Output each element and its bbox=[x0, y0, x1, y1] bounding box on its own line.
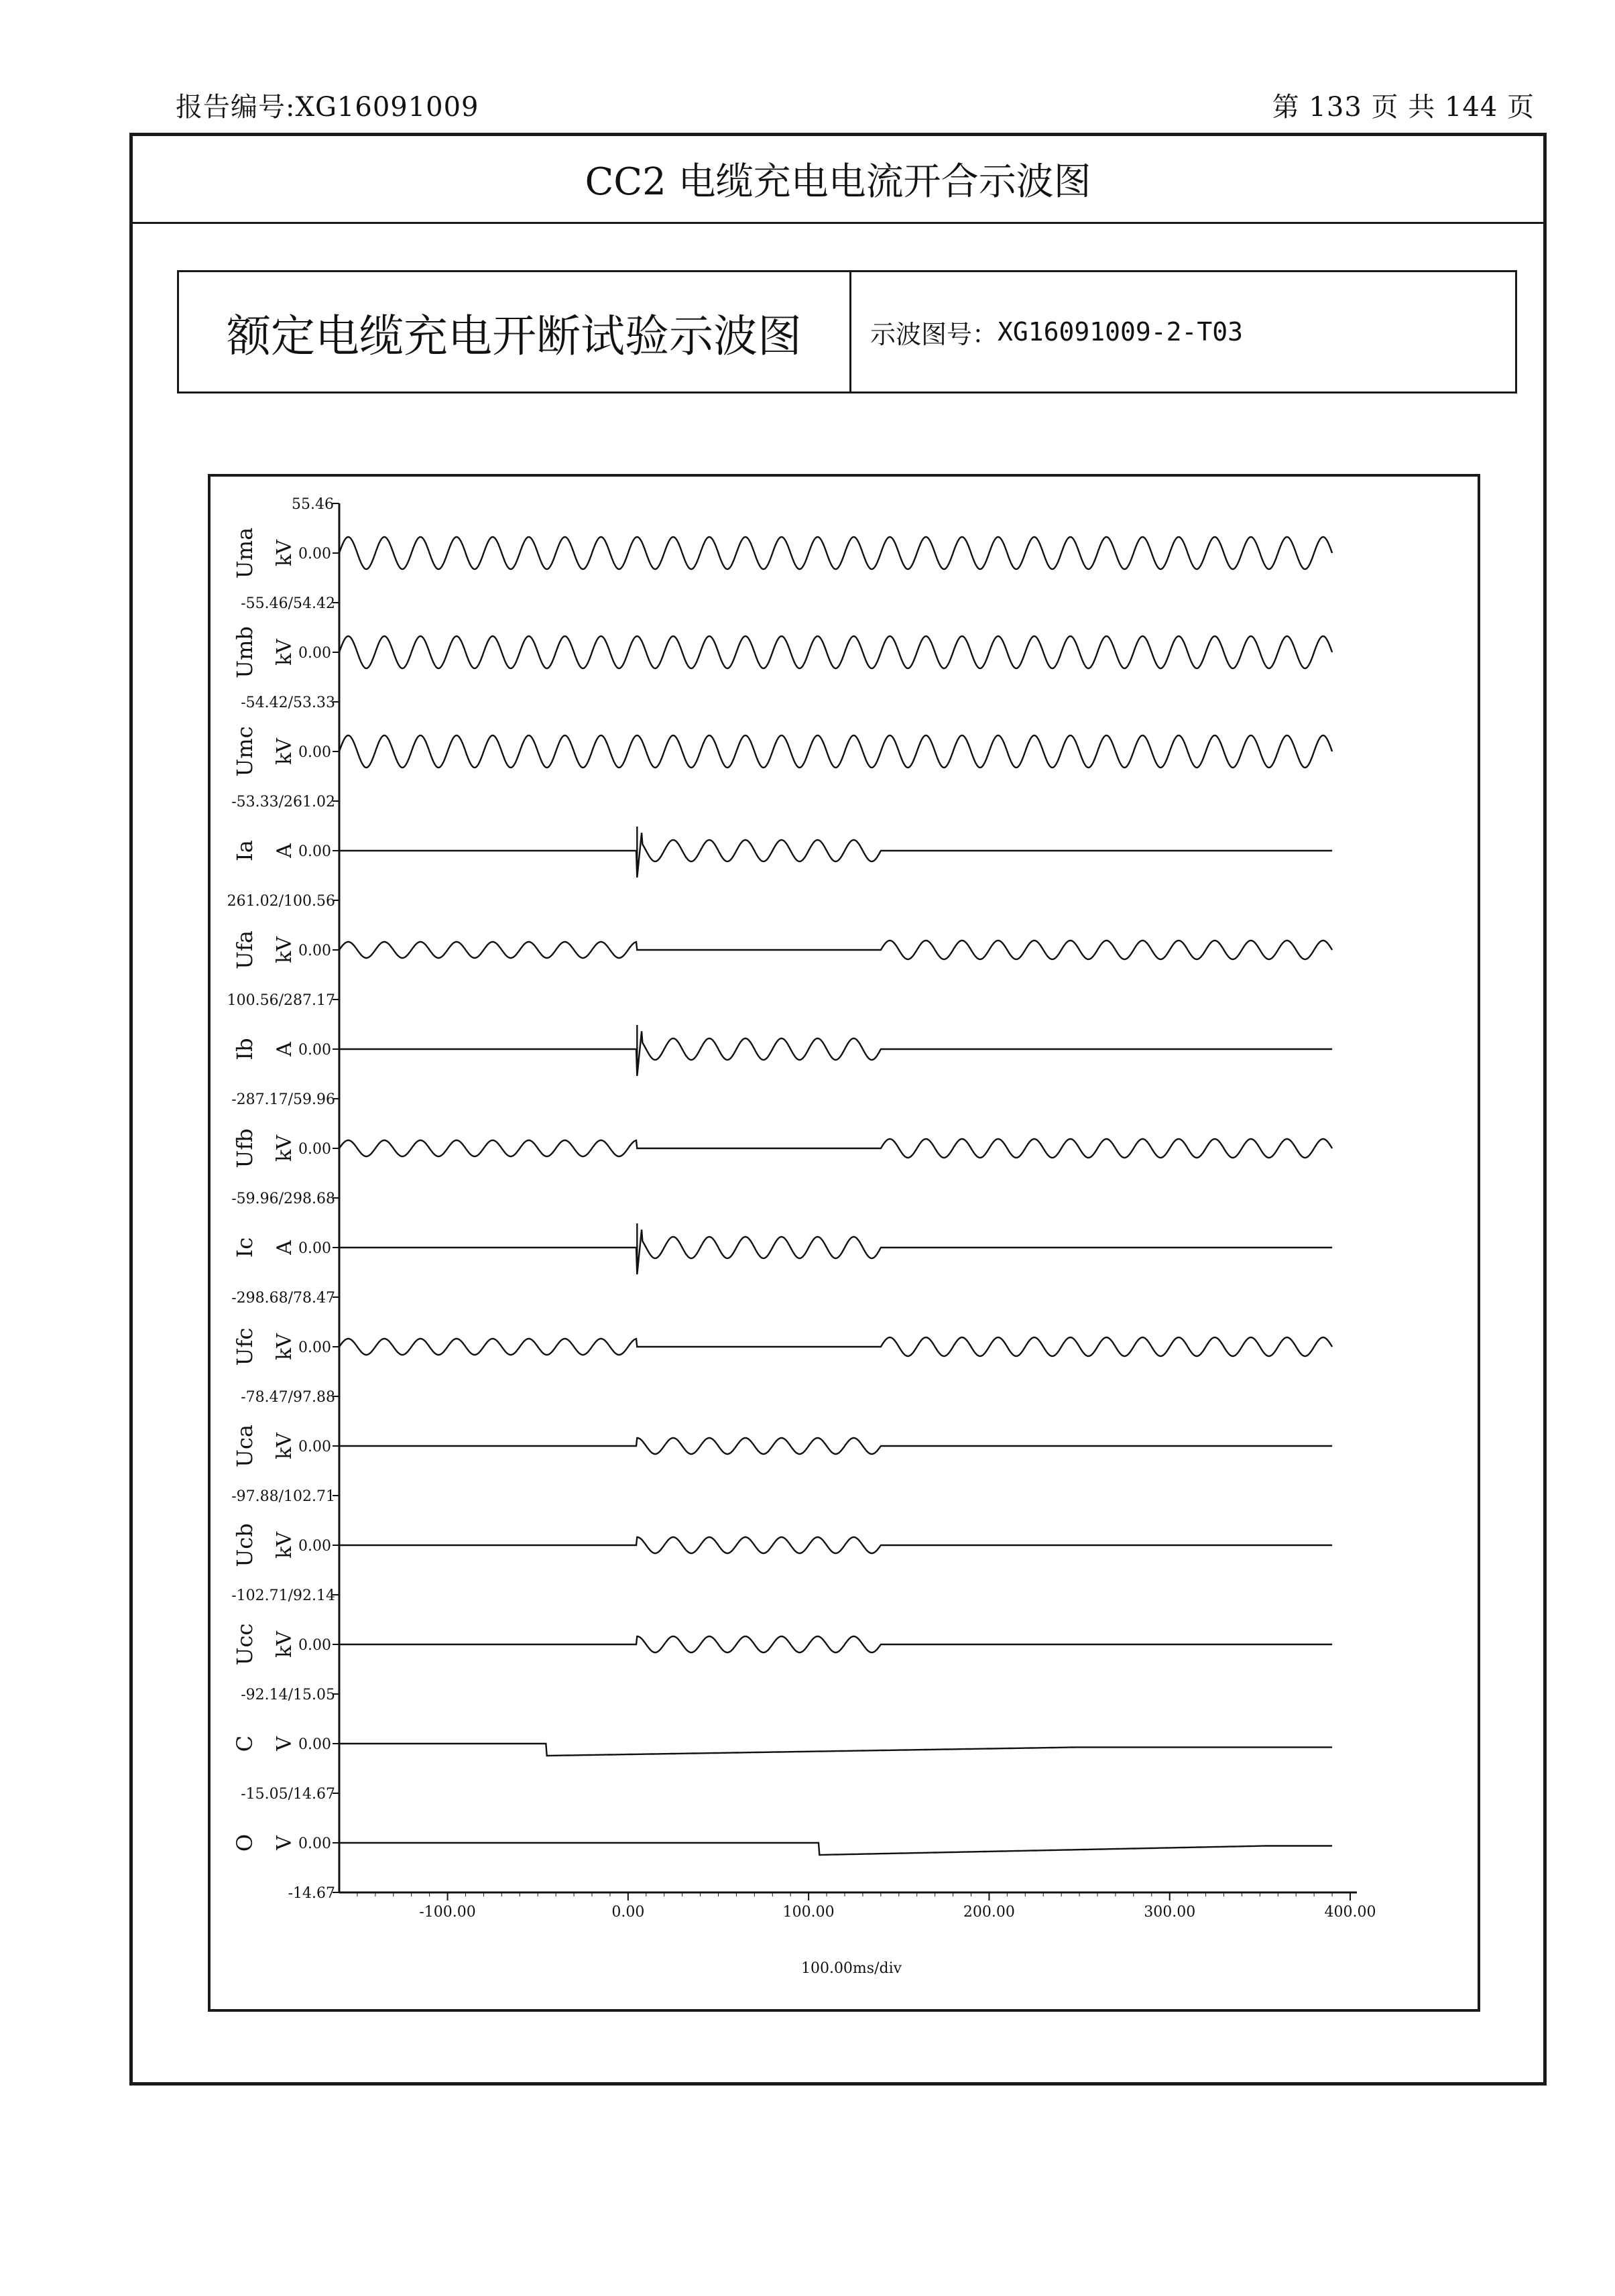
channel-boundary-label: -92.14/15.05 bbox=[241, 1687, 335, 1703]
info-caption: 额定电缆充电开断试验示波图 bbox=[179, 272, 851, 391]
page-title: CC2 电缆充电电流开合示波图 bbox=[133, 136, 1543, 224]
channel-zero-label: 0.00 bbox=[298, 943, 331, 959]
document-frame bbox=[129, 133, 1547, 2086]
channel-name: O bbox=[232, 1833, 257, 1852]
x-tick-label: 200.00 bbox=[963, 1904, 1015, 1921]
channel-zero-label: 0.00 bbox=[298, 744, 331, 761]
channel-boundary-label: -97.88/102.71 bbox=[231, 1488, 335, 1505]
channel-name: C bbox=[232, 1735, 257, 1752]
channel-boundary-label: -59.96/298.68 bbox=[231, 1191, 335, 1207]
channel-boundary-label: -55.46/54.42 bbox=[241, 595, 335, 612]
channel-unit: kV bbox=[273, 936, 296, 963]
channel-name: Umb bbox=[232, 626, 257, 678]
channel-unit: kV bbox=[273, 738, 296, 765]
channel-unit: kV bbox=[273, 540, 296, 566]
channel-boundary-label: -78.47/97.88 bbox=[241, 1389, 335, 1406]
waveform-ufa bbox=[339, 941, 1332, 959]
channel-boundary-label: -298.68/78.47 bbox=[231, 1290, 335, 1307]
channel-name: Ic bbox=[232, 1237, 257, 1258]
waveform-uca bbox=[339, 1438, 1332, 1454]
channel-zero-label: 0.00 bbox=[298, 843, 331, 860]
x-tick-label: 300.00 bbox=[1144, 1904, 1196, 1921]
channel-name: Ufa bbox=[232, 930, 257, 969]
channel-zero-label: 0.00 bbox=[298, 1835, 331, 1852]
channel-unit: kV bbox=[273, 1532, 296, 1559]
x-tick-label: 400.00 bbox=[1324, 1904, 1376, 1921]
channel-boundary-label: -15.05/14.67 bbox=[241, 1786, 335, 1803]
channel-unit: A bbox=[273, 1042, 296, 1056]
channel-name: Ia bbox=[232, 840, 257, 861]
page-number: 第 133 页 共 144 页 bbox=[1272, 92, 1535, 123]
waveform-c bbox=[339, 1744, 1332, 1756]
x-tick-label: 100.00 bbox=[782, 1904, 835, 1921]
waveform-ufb bbox=[339, 1139, 1332, 1158]
oscillogram-id-label: 示波图号： bbox=[870, 319, 998, 349]
channel-top-label: 55.46 bbox=[292, 496, 334, 513]
channel-name: Uca bbox=[232, 1425, 257, 1467]
channel-unit: kV bbox=[273, 1631, 296, 1658]
waveform-umb bbox=[339, 636, 1332, 668]
x-tick-label: -100.00 bbox=[419, 1904, 476, 1921]
channel-zero-label: 0.00 bbox=[298, 645, 331, 662]
channel-boundary-label: -287.17/59.96 bbox=[231, 1091, 335, 1108]
channel-name: Ucc bbox=[232, 1623, 257, 1666]
oscillogram-chart bbox=[208, 474, 1480, 2012]
channel-zero-label: 0.00 bbox=[298, 1736, 331, 1753]
waveform-ib bbox=[339, 1031, 1332, 1076]
channel-zero-label: 0.00 bbox=[298, 1042, 331, 1059]
channel-name: Ufc bbox=[232, 1327, 257, 1366]
report-number-label: 报告编号: bbox=[176, 92, 296, 123]
waveform-ufc bbox=[339, 1337, 1332, 1356]
x-scale-label: 100.00ms/div bbox=[800, 1960, 902, 1977]
channel-boundary-label: -102.71/92.14 bbox=[231, 1587, 335, 1604]
channel-name: Ucb bbox=[232, 1523, 257, 1567]
channel-zero-label: 0.00 bbox=[298, 1637, 331, 1654]
channel-unit: V bbox=[273, 1736, 296, 1751]
channel-boundary-label: -53.33/261.02 bbox=[231, 794, 335, 810]
channel-zero-label: 0.00 bbox=[298, 1240, 331, 1257]
oscillogram-plot-area bbox=[211, 477, 1478, 2009]
channel-unit: kV bbox=[273, 1135, 296, 1162]
waveform-umc bbox=[339, 735, 1332, 768]
channel-name: Uma bbox=[232, 527, 257, 579]
oscillogram-id-value: XG16091009-2-T03 bbox=[998, 317, 1244, 347]
report-number-value: XG16091009 bbox=[295, 92, 479, 123]
channel-boundary-label: -54.42/53.33 bbox=[241, 694, 335, 711]
channel-name: Umc bbox=[232, 726, 257, 777]
channel-zero-label: 0.00 bbox=[298, 546, 331, 562]
channel-boundary-label: 100.56/287.17 bbox=[227, 992, 335, 1009]
waveform-ucc bbox=[339, 1636, 1332, 1652]
waveform-ia bbox=[339, 833, 1332, 878]
report-number bbox=[176, 86, 479, 124]
waveform-ic bbox=[339, 1229, 1332, 1274]
oscillogram-id bbox=[851, 272, 1515, 391]
channel-unit: kV bbox=[273, 1333, 296, 1360]
channel-unit: V bbox=[273, 1835, 296, 1850]
channel-zero-label: 0.00 bbox=[298, 1538, 331, 1555]
channel-boundary-label: -14.67 bbox=[288, 1885, 335, 1902]
channel-zero-label: 0.00 bbox=[298, 1439, 331, 1455]
waveform-o bbox=[339, 1843, 1332, 1855]
info-table bbox=[177, 270, 1517, 394]
channel-unit: kV bbox=[273, 1433, 296, 1459]
channel-unit: kV bbox=[273, 639, 296, 666]
channel-unit: A bbox=[273, 843, 296, 858]
channel-zero-label: 0.00 bbox=[298, 1141, 331, 1158]
x-tick-label: 0.00 bbox=[611, 1904, 645, 1921]
channel-boundary-label: 261.02/100.56 bbox=[227, 893, 335, 910]
channel-zero-label: 0.00 bbox=[298, 1339, 331, 1356]
channel-unit: A bbox=[273, 1240, 296, 1255]
channel-name: Ib bbox=[232, 1038, 257, 1061]
waveform-ucb bbox=[339, 1537, 1332, 1553]
channel-name: Ufb bbox=[232, 1128, 257, 1168]
oscillogram-svg bbox=[211, 477, 1478, 2009]
waveform-uma bbox=[339, 537, 1332, 569]
